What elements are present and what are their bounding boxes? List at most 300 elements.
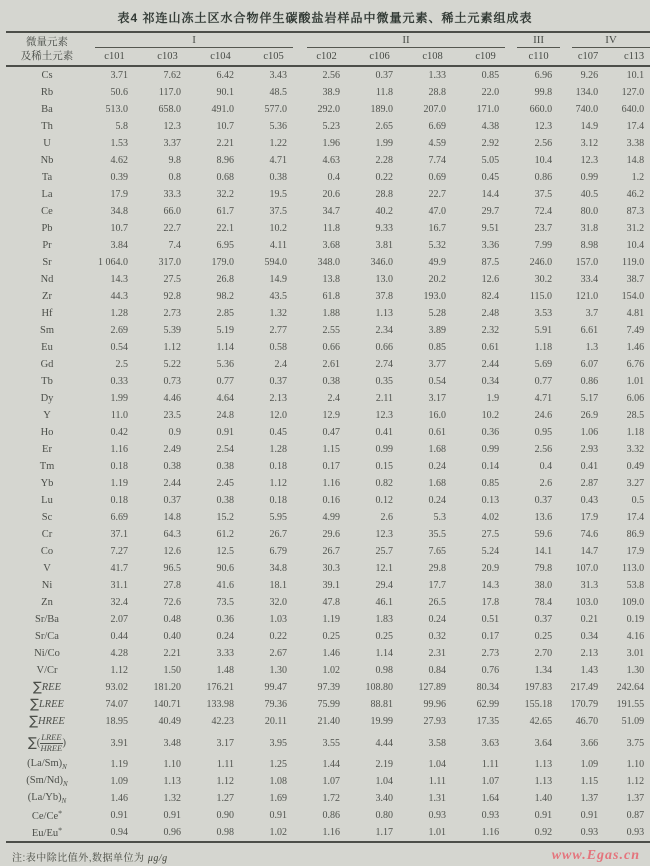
row-label: Dy: [40, 393, 54, 405]
cell-value: 3.48: [163, 737, 181, 749]
cell-value: 87.5: [481, 257, 500, 269]
sample-group-header: I: [88, 32, 300, 49]
cell-value: 103.0: [575, 597, 599, 609]
cell-value: 12.3: [375, 410, 394, 422]
cell-value: 9.51: [481, 223, 500, 235]
cell-value: 0.22: [269, 631, 288, 643]
cell-value: 3.91: [110, 737, 128, 749]
cell-value: 74.6: [580, 529, 599, 541]
cell-value: 1.69: [269, 793, 288, 805]
table-caption: 表4 祁连山冻土区水合物伴生碳酸盐岩样品中微量元素、稀土元素组成表: [117, 11, 533, 25]
cell-value: 40.2: [375, 206, 394, 218]
cell-value: 10.1: [626, 70, 645, 82]
cell-value: 27.8: [163, 580, 181, 592]
table-row: [6, 84, 650, 101]
cell-value: 660.0: [529, 104, 553, 116]
cell-value: 1.2: [631, 172, 645, 184]
cell-value: 1.04: [428, 759, 447, 771]
table-row: [6, 645, 650, 662]
cell-value: 0.45: [481, 172, 500, 184]
cell-value: 30.2: [534, 274, 553, 286]
table-row: [6, 458, 650, 475]
cell-value: 0.96: [163, 827, 181, 839]
journal-watermark: www.Egas.cn: [551, 848, 640, 864]
cell-value: 20.9: [481, 563, 500, 575]
cell-value: 127.0: [621, 87, 645, 99]
cell-value: 0.77: [216, 376, 234, 388]
cell-value: 1.11: [428, 776, 447, 788]
cell-value: 1.10: [163, 759, 181, 771]
footnote-unit: μg/g: [147, 853, 168, 865]
cell-value: 1.96: [322, 138, 341, 150]
cell-value: 2.13: [269, 393, 288, 405]
table-row: [6, 475, 650, 492]
cell-value: 2.13: [580, 648, 599, 660]
cell-value: 33.4: [580, 274, 599, 286]
cell-value: 16.0: [428, 410, 447, 422]
cell-value: 1.03: [269, 614, 288, 626]
cell-value: 0.91: [216, 427, 234, 439]
cell-value: 0.54: [110, 342, 128, 354]
cell-value: 0.86: [534, 172, 553, 184]
table-row: [6, 169, 650, 186]
cell-value: 17.9: [580, 512, 599, 524]
cell-value: 0.77: [534, 376, 553, 388]
cell-value: 2.67: [269, 648, 288, 660]
row-label: Ce: [41, 206, 53, 218]
cell-value: 7.27: [110, 546, 128, 558]
cell-value: 42.23: [211, 716, 234, 728]
cell-value: 0.15: [375, 461, 394, 473]
cell-value: 4.44: [375, 737, 394, 749]
cell-value: 2.92: [481, 138, 500, 150]
table-row: [6, 790, 650, 807]
cell-value: 26.7: [322, 546, 341, 558]
cell-value: 6.69: [428, 121, 447, 133]
cell-value: 80.34: [476, 682, 500, 694]
cell-value: 3.75: [626, 737, 645, 749]
cell-value: 0.91: [163, 810, 181, 822]
cell-value: 140.71: [153, 699, 181, 711]
cell-value: 0.68: [216, 172, 234, 184]
cell-value: 0.8: [168, 172, 181, 184]
cell-value: 22.1: [216, 223, 234, 235]
cell-value: 4.38: [481, 121, 500, 133]
cell-value: 0.36: [481, 427, 500, 439]
cell-value: 99.47: [264, 682, 288, 694]
cell-value: 179.0: [211, 257, 234, 269]
cell-value: 14.9: [269, 274, 288, 286]
cell-value: 2.19: [375, 759, 394, 771]
table-row: [6, 756, 650, 773]
cell-value: 49.9: [428, 257, 447, 269]
cell-value: 4.28: [110, 648, 128, 660]
row-label: Th: [41, 121, 53, 133]
cell-value: 75.99: [317, 699, 341, 711]
cell-value: 2.31: [428, 648, 447, 660]
cell-value: 8.98: [580, 240, 599, 252]
cell-value: 3.38: [626, 138, 645, 150]
table-row: [6, 543, 650, 560]
cell-value: 1.9: [486, 393, 500, 405]
cell-value: 1.06: [580, 427, 599, 439]
cell-value: 99.8: [534, 87, 553, 99]
cell-value: 1.99: [375, 138, 394, 150]
table-row: [6, 773, 650, 790]
cell-value: 1 064.0: [98, 257, 128, 269]
cell-value: 0.14: [481, 461, 500, 473]
cell-value: 32.0: [269, 597, 288, 609]
cell-value: 740.0: [575, 104, 599, 116]
cell-value: 117.0: [158, 87, 181, 99]
cell-value: 24.8: [216, 410, 234, 422]
cell-value: 20.6: [322, 189, 341, 201]
cell-value: 1.15: [580, 776, 599, 788]
sample-group-header: III: [512, 32, 565, 49]
cell-value: 0.84: [428, 665, 447, 677]
row-label: Ta: [41, 172, 53, 184]
row-header-label: 微量元素 及稀土元素: [20, 36, 74, 63]
cell-value: 1.12: [269, 478, 288, 490]
row-label: U: [43, 138, 51, 150]
cell-value: 1.32: [269, 308, 288, 320]
table-row: [6, 611, 650, 628]
table-row: [6, 807, 650, 824]
sample-id: c101: [104, 50, 125, 62]
cell-value: 1.64: [481, 793, 500, 805]
row-label: Cr: [41, 529, 53, 541]
cell-value: 0.36: [216, 614, 234, 626]
cell-value: 6.96: [534, 70, 553, 82]
cell-value: 12.0: [269, 410, 288, 422]
cell-value: 0.37: [534, 614, 553, 626]
row-label: Eu/Eu*: [31, 826, 63, 840]
cell-value: 197.83: [524, 682, 553, 694]
cell-value: 7.49: [626, 325, 645, 337]
cell-value: 119.0: [621, 257, 645, 269]
cell-value: 2.56: [534, 444, 553, 456]
cell-value: 3.64: [534, 737, 553, 749]
cell-value: 171.0: [476, 104, 500, 116]
cell-value: 31.1: [110, 580, 128, 592]
cell-value: 0.4: [539, 461, 553, 473]
table-row: [6, 407, 650, 424]
cell-value: 5.95: [269, 512, 288, 524]
cell-value: 3.27: [626, 478, 645, 490]
cell-value: 12.6: [481, 274, 500, 286]
sample-id: c110: [528, 50, 549, 62]
cell-value: 5.91: [534, 325, 553, 337]
cell-value: 2.74: [375, 359, 394, 371]
cell-value: 0.17: [481, 631, 500, 643]
cell-value: 0.34: [580, 631, 599, 643]
cell-value: 1.31: [428, 793, 447, 805]
cell-value: 1.53: [110, 138, 128, 150]
sample-id: c105: [263, 50, 284, 62]
cell-value: 1.11: [481, 759, 500, 771]
cell-value: 0.91: [534, 810, 553, 822]
cell-value: 0.92: [534, 827, 553, 839]
cell-value: 90.1: [216, 87, 234, 99]
cell-value: 38.0: [534, 580, 553, 592]
cell-value: 1.37: [626, 793, 645, 805]
cell-value: 0.41: [580, 461, 599, 473]
cell-value: 2.73: [163, 308, 181, 320]
row-label: $(Sm/Nd)_N$: [26, 775, 68, 789]
cell-value: 0.18: [110, 461, 128, 473]
cell-value: 42.65: [529, 716, 553, 728]
cell-value: 134.0: [575, 87, 599, 99]
table-row: [6, 135, 650, 152]
sample-id: c113: [624, 50, 645, 62]
cell-value: 38.7: [626, 274, 645, 286]
cell-value: 97.39: [317, 682, 341, 694]
cell-value: 21.40: [317, 716, 341, 728]
cell-value: 38.9: [322, 87, 341, 99]
cell-value: 4.71: [269, 155, 288, 167]
cell-value: 0.85: [481, 70, 500, 82]
cell-value: 1.15: [322, 444, 341, 456]
table-row: [6, 203, 650, 220]
cell-value: 1.16: [322, 478, 341, 490]
cell-value: 3.01: [626, 648, 645, 660]
row-label: V/Cr: [36, 665, 58, 677]
cell-value: 79.36: [264, 699, 288, 711]
table-row: [6, 526, 650, 543]
cell-value: 2.11: [375, 393, 394, 405]
cell-value: 133.98: [206, 699, 234, 711]
cell-value: 217.49: [570, 682, 599, 694]
cell-value: 2.5: [115, 359, 128, 371]
cell-value: 5.24: [481, 546, 500, 558]
table-row: [6, 509, 650, 526]
cell-value: 0.38: [216, 495, 234, 507]
cell-value: 17.9: [110, 189, 128, 201]
cell-value: 0.98: [216, 827, 234, 839]
cell-value: 17.4: [626, 512, 645, 524]
cell-value: 17.35: [476, 716, 500, 728]
cell-value: 0.91: [580, 810, 599, 822]
cell-value: 2.54: [216, 444, 234, 456]
cell-value: 0.22: [375, 172, 394, 184]
cell-value: 0.51: [481, 614, 500, 626]
cell-value: 2.56: [322, 70, 341, 82]
cell-value: 40.49: [158, 716, 181, 728]
cell-value: 594.0: [264, 257, 288, 269]
cell-value: 74.07: [105, 699, 128, 711]
cell-value: 5.3: [433, 512, 447, 524]
cell-value: 1.50: [163, 665, 181, 677]
cell-value: 3.77: [428, 359, 447, 371]
cell-value: 0.98: [375, 665, 394, 677]
cell-value: 37.5: [269, 206, 288, 218]
cell-value: 46.2: [626, 189, 645, 201]
row-label: $(La/Sm)_N$: [27, 758, 67, 772]
cell-value: 1.16: [110, 444, 128, 456]
cell-value: 82.4: [481, 291, 500, 303]
cell-value: 191.55: [616, 699, 645, 711]
cell-value: 4.59: [428, 138, 447, 150]
cell-value: 2.28: [375, 155, 394, 167]
table-body: [6, 66, 650, 842]
cell-value: 0.73: [163, 376, 181, 388]
cell-value: 37.1: [110, 529, 128, 541]
cell-value: 39.1: [322, 580, 341, 592]
table-row: [6, 594, 650, 611]
cell-value: 17.7: [428, 580, 447, 592]
row-label: Rb: [40, 87, 54, 99]
cell-value: 87.3: [626, 206, 645, 218]
cell-value: 50.6: [110, 87, 128, 99]
cell-value: 5.23: [322, 121, 341, 133]
cell-value: 3.58: [428, 737, 447, 749]
cell-value: 5.69: [534, 359, 553, 371]
cell-value: 0.91: [269, 810, 288, 822]
cell-value: 46.70: [575, 716, 599, 728]
cell-value: 1.12: [163, 342, 181, 354]
cell-value: 14.7: [580, 546, 599, 558]
table-row: [6, 101, 650, 118]
cell-value: 25.7: [375, 546, 394, 558]
cell-value: 4.71: [534, 393, 553, 405]
cell-value: 3.12: [580, 138, 599, 150]
cell-value: 207.0: [423, 104, 447, 116]
cell-value: 1.46: [322, 648, 341, 660]
cell-value: 6.95: [216, 240, 234, 252]
cell-value: 0.40: [163, 631, 181, 643]
sample-id: c107: [577, 50, 599, 62]
cell-value: 1.17: [375, 827, 394, 839]
cell-value: 0.24: [216, 631, 234, 643]
cell-value: 6.42: [216, 70, 234, 82]
cell-value: 10.7: [110, 223, 128, 235]
cell-value: 61.7: [216, 206, 234, 218]
cell-value: 12.3: [163, 121, 181, 133]
cell-value: 5.17: [580, 393, 599, 405]
cell-value: 6.69: [110, 512, 128, 524]
cell-value: 29.7: [481, 206, 500, 218]
cell-value: 4.81: [626, 308, 645, 320]
table-row: [6, 118, 650, 135]
cell-value: 26.8: [216, 274, 234, 286]
cell-value: 292.0: [317, 104, 341, 116]
cell-value: 33.3: [163, 189, 181, 201]
cell-value: 19.99: [370, 716, 394, 728]
cell-value: 5.05: [481, 155, 500, 167]
cell-value: 0.54: [428, 376, 447, 388]
table-row: [6, 713, 650, 730]
cell-value: 115.0: [529, 291, 553, 303]
cell-value: 0.25: [534, 631, 553, 643]
cell-value: 66.0: [163, 206, 181, 218]
row-label: Pb: [41, 223, 53, 235]
cell-value: 0.38: [322, 376, 341, 388]
cell-value: 1.48: [216, 665, 234, 677]
cell-value: 3.53: [534, 308, 553, 320]
cell-value: 0.76: [481, 665, 500, 677]
cell-value: 12.3: [580, 155, 599, 167]
cell-value: 12.6: [163, 546, 181, 558]
cell-value: 348.0: [317, 257, 341, 269]
cell-value: 1.34: [534, 665, 553, 677]
cell-value: 14.8: [626, 155, 645, 167]
cell-value: 1.12: [626, 776, 645, 788]
cell-value: 23.7: [534, 223, 553, 235]
row-label: Sr/Ca: [35, 631, 59, 643]
row-label: La: [41, 189, 53, 201]
table-row: [6, 560, 650, 577]
cell-value: 155.18: [524, 699, 553, 711]
cell-value: 0.61: [428, 427, 447, 439]
row-label: Ni/Co: [34, 648, 60, 660]
cell-value: 7.4: [168, 240, 181, 252]
cell-value: 658.0: [158, 104, 181, 116]
row-label: Tb: [41, 376, 53, 388]
cell-value: 22.7: [163, 223, 181, 235]
cell-value: 17.8: [481, 597, 500, 609]
cell-value: 0.94: [110, 827, 128, 839]
cell-value: 31.8: [580, 223, 599, 235]
cell-value: 14.3: [110, 274, 128, 286]
cell-value: 61.8: [322, 291, 341, 303]
cell-value: 108.80: [365, 682, 394, 694]
cell-value: 1.68: [428, 478, 447, 490]
cell-value: 0.87: [626, 810, 645, 822]
cell-value: 577.0: [264, 104, 288, 116]
cell-value: 9.26: [580, 70, 599, 82]
cell-value: 78.4: [534, 597, 553, 609]
cell-value: 2.4: [274, 359, 288, 371]
cell-value: 1.32: [163, 793, 181, 805]
row-label: ∑LREE: [30, 697, 64, 713]
cell-value: 5.28: [428, 308, 447, 320]
cell-value: 4.62: [110, 155, 128, 167]
table-row: [6, 492, 650, 509]
trace-element-table: [6, 31, 650, 843]
row-label: Co: [40, 546, 54, 558]
cell-value: 13.0: [375, 274, 394, 286]
cell-value: 1.37: [580, 793, 599, 805]
cell-value: 88.81: [370, 699, 394, 711]
cell-value: 170.79: [570, 699, 599, 711]
cell-value: 4.02: [481, 512, 500, 524]
sample-id: c104: [210, 50, 231, 62]
cell-value: 3.40: [375, 793, 394, 805]
cell-value: 1.19: [322, 614, 341, 626]
cell-value: 26.9: [580, 410, 599, 422]
cell-value: 0.18: [110, 495, 128, 507]
table-row: [6, 824, 650, 842]
table-row: [6, 254, 650, 271]
cell-value: 0.99: [481, 444, 500, 456]
cell-value: 0.21: [580, 614, 599, 626]
table-row: [6, 696, 650, 713]
cell-value: 127.89: [418, 682, 447, 694]
cell-value: 14.4: [481, 189, 500, 201]
cell-value: 7.62: [163, 70, 181, 82]
cell-value: 0.49: [626, 461, 645, 473]
cell-value: 2.44: [481, 359, 500, 371]
cell-value: 0.95: [534, 427, 553, 439]
cell-value: 10.4: [626, 240, 645, 252]
footnote-text: 注:表中除比值外,数据单位为: [12, 853, 148, 865]
cell-value: 10.7: [216, 121, 234, 133]
table-row: [6, 373, 650, 390]
cell-value: 0.4: [327, 172, 341, 184]
table-row: [6, 305, 650, 322]
cell-value: 0.61: [481, 342, 500, 354]
cell-value: 30.3: [322, 563, 341, 575]
